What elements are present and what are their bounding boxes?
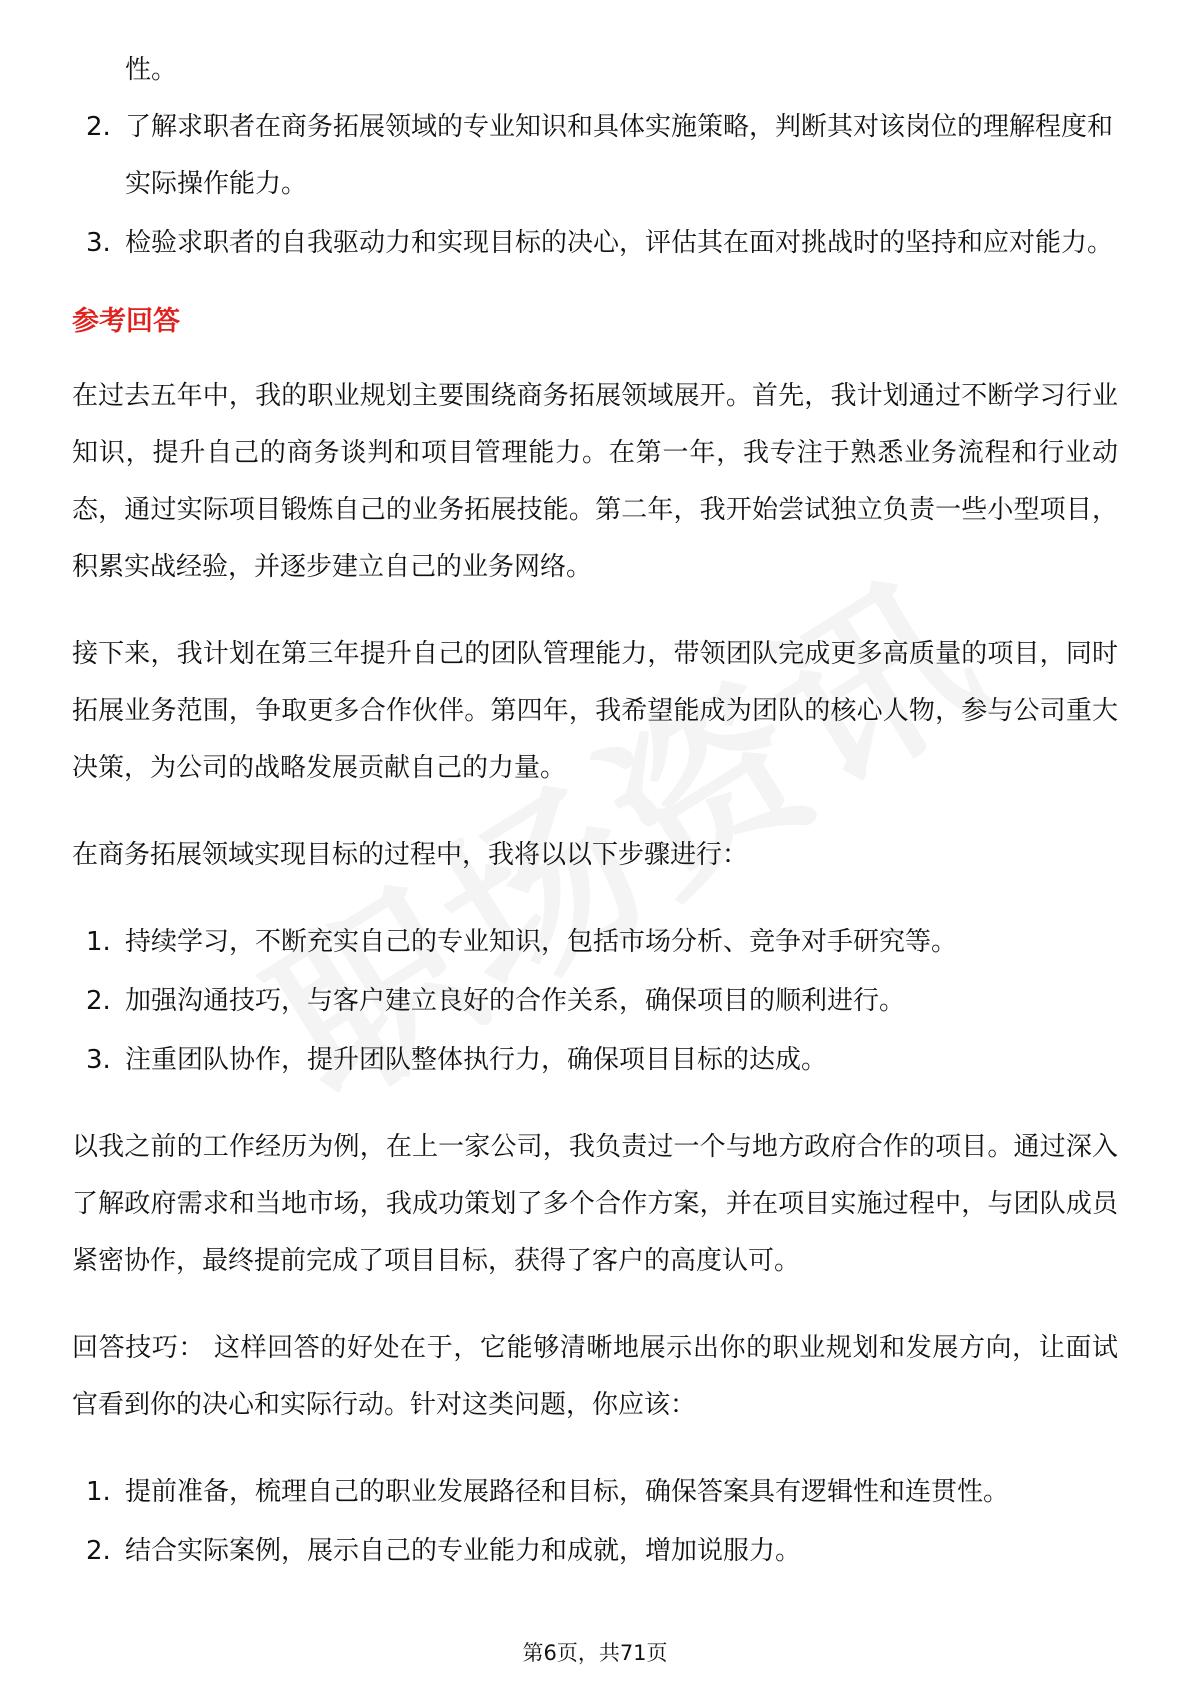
page-footer: 第6页，共71页 [522, 1641, 668, 1665]
list-item-text: 检验求职者的自我驱动力和实现目标的决心，评估其在面对挑战时的坚持和应对能力。 [125, 228, 1114, 258]
list-item [72, 973, 1118, 1030]
tips-paragraph: 回答技巧： 这样回答的好处在于，它能够清晰地展示出你的职业规划和发展方向，让面试官看到你的决心和实际行动。针对这类问题，你应该： [72, 1333, 1118, 1420]
list-number: 2. [86, 112, 111, 142]
list-item-text: 加强沟通技巧，与客户建立良好的合作关系，确保项目的顺利进行。 [125, 986, 906, 1016]
paragraph: 接下来，我计划在第三年提升自己的团队管理能力，带领团队完成更多高质量的项目，同时拓展业务范围，争取更多合作伙伴。第四年，我希望能成为团队的核心人物，参与公司重大决策，为公司的战略发展贡献自己的力量。 [72, 639, 1118, 783]
list-item-text: 结合实际案例，展示自己的专业能力和成就，增加说服力。 [125, 1536, 802, 1566]
list-number: 3. [86, 1045, 111, 1075]
intro-list [72, 99, 1118, 272]
steps-list [72, 914, 1118, 1089]
paragraph: 在过去五年中，我的职业规划主要围绕商务拓展领域展开。首先，我计划通过不断学习行业知识，提升自己的商务谈判和项目管理能力。在第一年，我专注于熟悉业务流程和行业动态，通过实际项目锻炼自己的业务拓展技能。第二年，我开始尝试独立负责一些小型项目，积累实战经验，并逐步建立自己的业务网络。 [72, 381, 1118, 582]
list-number: 3. [86, 228, 111, 258]
paragraph: 在商务拓展领域实现目标的过程中，我将以以下步骤进行： [72, 840, 749, 870]
list-item-text: 了解求职者在商务拓展领域的专业知识和具体实施策略，判断其对该岗位的理解程度和实际操作能力。 [125, 112, 1114, 199]
list-item [72, 914, 1118, 971]
list-item [72, 1032, 1118, 1089]
section-heading: 参考回答 [72, 306, 180, 337]
list-number: 1. [86, 1477, 111, 1507]
list-item [72, 1523, 1118, 1580]
list-item [72, 215, 1118, 272]
document-content [72, 42, 1118, 1582]
list-number: 1. [86, 927, 111, 957]
list-item [72, 99, 1118, 213]
list-item-text: 注重团队协作，提升团队整体执行力，确保项目目标的达成。 [125, 1045, 828, 1075]
tips-list [72, 1464, 1118, 1580]
list-item-continuation: 性。 [125, 55, 178, 85]
list-item [72, 1464, 1118, 1521]
example-paragraph: 以我之前的工作经历为例，在上一家公司，我负责过一个与地方政府合作的项目。通过深入了解政府需求和当地市场，我成功策划了多个合作方案，并在项目实施过程中，与团队成员紧密协作，最终提前完成了项目目标，获得了客户的高度认可。 [72, 1132, 1118, 1276]
list-number: 2. [86, 1536, 111, 1566]
list-item-text: 提前准备，梳理自己的职业发展路径和目标，确保答案具有逻辑性和连贯性。 [125, 1477, 1010, 1507]
list-item-text: 持续学习，不断充实自己的专业知识，包括市场分析、竞争对手研究等。 [125, 927, 958, 957]
list-number: 2. [86, 986, 111, 1016]
